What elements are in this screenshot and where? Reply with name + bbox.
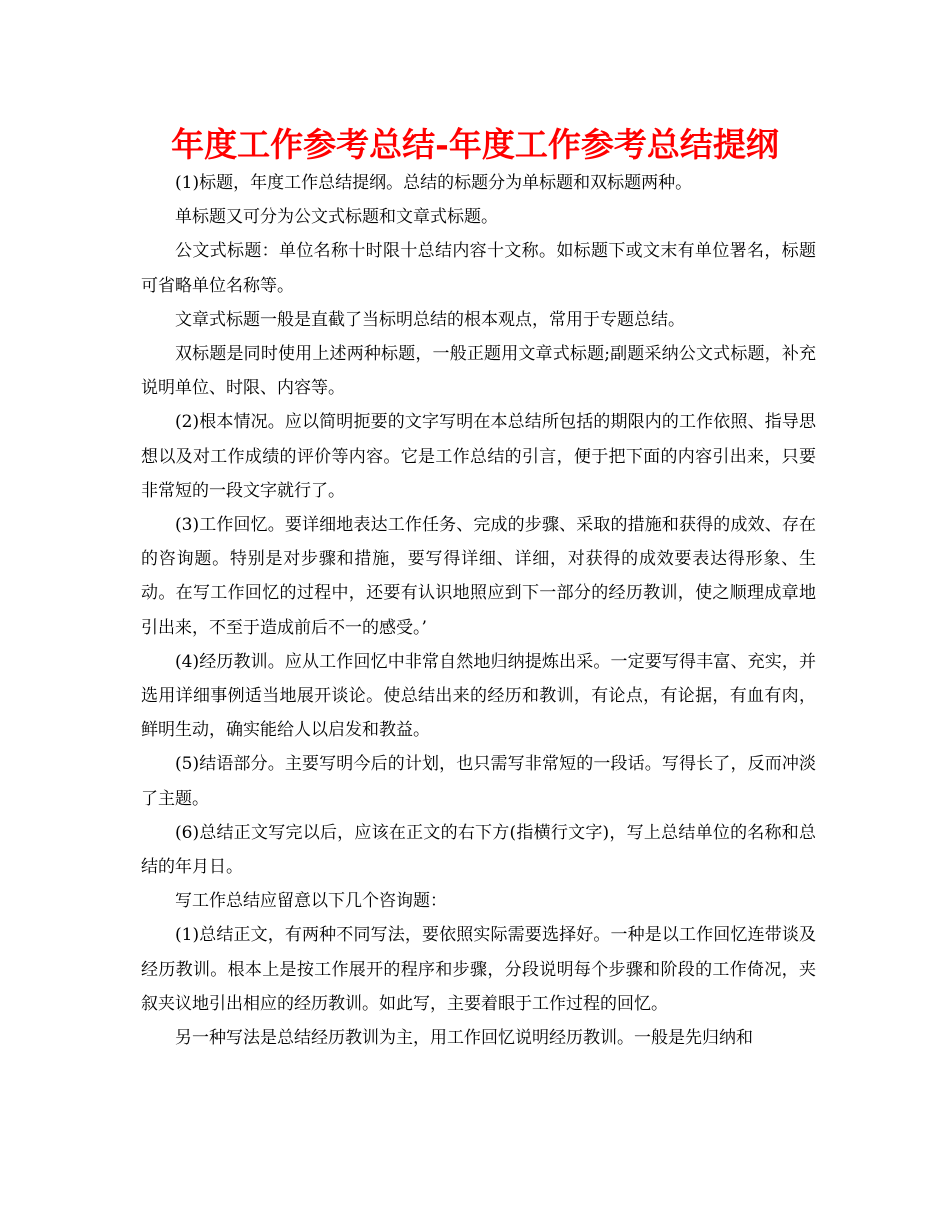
document-title: 年度工作参考总结-年度工作参考总结提纲 [171, 125, 779, 164]
paragraph: (1)总结正文，有两种不同写法，要依照实际需要选择好。一种是以工作回忆连带谈及经历教训。根本上是按工作展开的程序和步骤，分段说明每个步骤和阶段的工作倚况，夹叙夹议地引出相应的经历教训。如此写，主要着眼于工作过程的回忆。 [141, 925, 816, 1014]
paragraph: 公文式标题：单位名称十时限十总结内容十文称。如标题下或文末有单位署名，标题可省略单位名称等。 [141, 241, 816, 296]
paragraph: (2)根本情况。应以简明扼要的文字写明在本总结所包括的期限内的工作依照、指导思想以及对工作成绩的评价等内容。它是工作总结的引言，便于把下面的内容引出来，只要非常短的一段文字就行了。 [141, 412, 816, 501]
paragraph: 写工作总结应留意以下几个咨询题： [175, 891, 447, 912]
paragraph: (5)结语部分。主要写明今后的计划，也只需写非常短的一段话。写得长了，反而冲淡了主题。 [141, 754, 816, 809]
paragraph: 双标题是同时使用上述两种标题，一般正题用文章式标题;副题采纳公文式标题，补充说明单位、时限、内容等。 [141, 344, 816, 399]
paragraph: 另一种写法是总结经历教训为主，用工作回忆说明经历教训。一般是先归纳和 [175, 1028, 753, 1049]
paragraph: 单标题又可分为公文式标题和文章式标题。 [175, 207, 498, 228]
paragraph: (1)标题，年度工作总结提纲。总结的标题分为单标题和双标题两种。 [175, 173, 693, 193]
paragraph: (6)总结正文写完以后，应该在正文的右下方(指横行文字)，写上总结单位的名称和总结的年月日。 [141, 822, 816, 878]
paragraph: 文章式标题一般是直截了当标明总结的根本观点，常用于专题总结。 [175, 309, 685, 330]
paragraph: (4)经历教训。应从工作回忆中非常自然地归纳提炼出采。一定要写得丰富、充实，并选用详细事例适当地展开谈论。使总结出来的经历和教训，有论点，有论据，有血有肉，鲜明生动，确实能给人以启发和教益。 [141, 651, 816, 741]
paragraph: (3)工作回忆。要详细地表达工作任务、完成的步骤、采取的措施和获得的成效、存在的咨询题。特别是对步骤和措施，要写得详细、详细，对获得的成效要表达得形象、生动。在写工作回忆的过程中，还要有认识地照应到下一部分的经历教训，使之顺理成章地引出来，不至于造成前后不一的感受。’ [141, 515, 816, 638]
document-body [141, 166, 816, 1055]
